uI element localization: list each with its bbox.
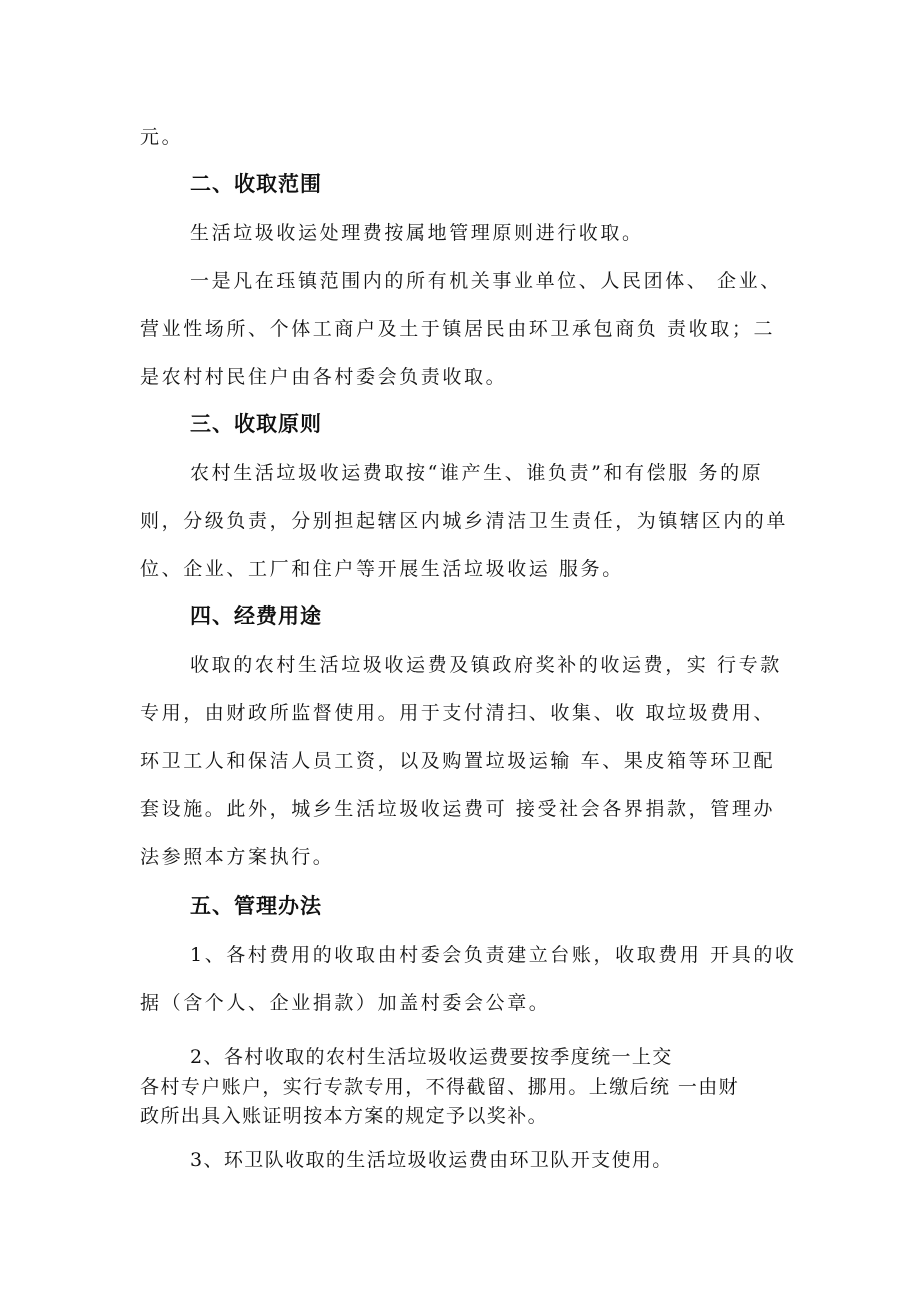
paragraph-line: 套设施。此外，城乡生活垃圾收运费可 接受社会各界捐款，管理办 <box>140 798 776 820</box>
paragraph-line: 元。 <box>140 126 184 148</box>
paragraph-line: 据（含个人、企业捐款）加盖村委会公章。 <box>140 992 551 1014</box>
paragraph-line: 3、环卫队收取的生活垃圾收运费由环卫队开支使用。 <box>190 1149 673 1171</box>
paragraph-line: 专用，由财政所监督使用。用于支付清扫、收集、收 取垃圾费用、 <box>140 702 776 724</box>
paragraph-line: 政所出具入账证明按本方案的规定予以奖补。 <box>140 1105 549 1127</box>
paragraph-line: 则，分级负责，分别担起辖区内城乡清洁卫生责任，为镇辖区内的单 <box>140 510 789 532</box>
section-heading-usage: 四、经费用途 <box>190 604 322 628</box>
paragraph-line: 收取的农村生活垃圾收运费及镇政府奖补的收运费，实 行专款 <box>190 654 782 676</box>
paragraph-line: 农村生活垃圾收运费取按“谁产生、谁负责”和有偿服 务的原 <box>190 462 764 484</box>
section-heading-scope: 二、收取范围 <box>190 172 322 196</box>
paragraph-line: 1、各村费用的收取由村委会负责建立台账，收取费用 开具的收 <box>190 944 797 966</box>
section-heading-principle: 三、收取原则 <box>190 412 322 436</box>
paragraph-line: 位、企业、工厂和住户等开展生活垃圾收运 服务。 <box>140 558 624 580</box>
paragraph-line: 法参照本方案执行。 <box>140 846 335 868</box>
paragraph-line: 生活垃圾收运处理费按属地管理原则进行收取。 <box>190 222 644 244</box>
paragraph-line: 是农村村民住户由各村委会负责收取。 <box>140 366 508 388</box>
paragraph-line: 2、各村收取的农村生活垃圾收运费要按季度统一上交 <box>190 1046 673 1068</box>
section-heading-management: 五、管理办法 <box>190 894 322 918</box>
paragraph-line: 一是凡在珏镇范围内的所有机关事业单位、人民团体、 企业、 <box>190 270 782 292</box>
paragraph-line: 环卫工人和保洁人员工资，以及购置垃圾运输 车、果皮箱等环卫配 <box>140 750 776 772</box>
paragraph-line: 各村专户账户，实行专款专用，不得截留、挪用。上缴后统 一由财 <box>140 1076 740 1098</box>
paragraph-line: 营业性场所、个体工商户及土于镇居民由环卫承包商负 责收取；二 <box>140 318 776 340</box>
